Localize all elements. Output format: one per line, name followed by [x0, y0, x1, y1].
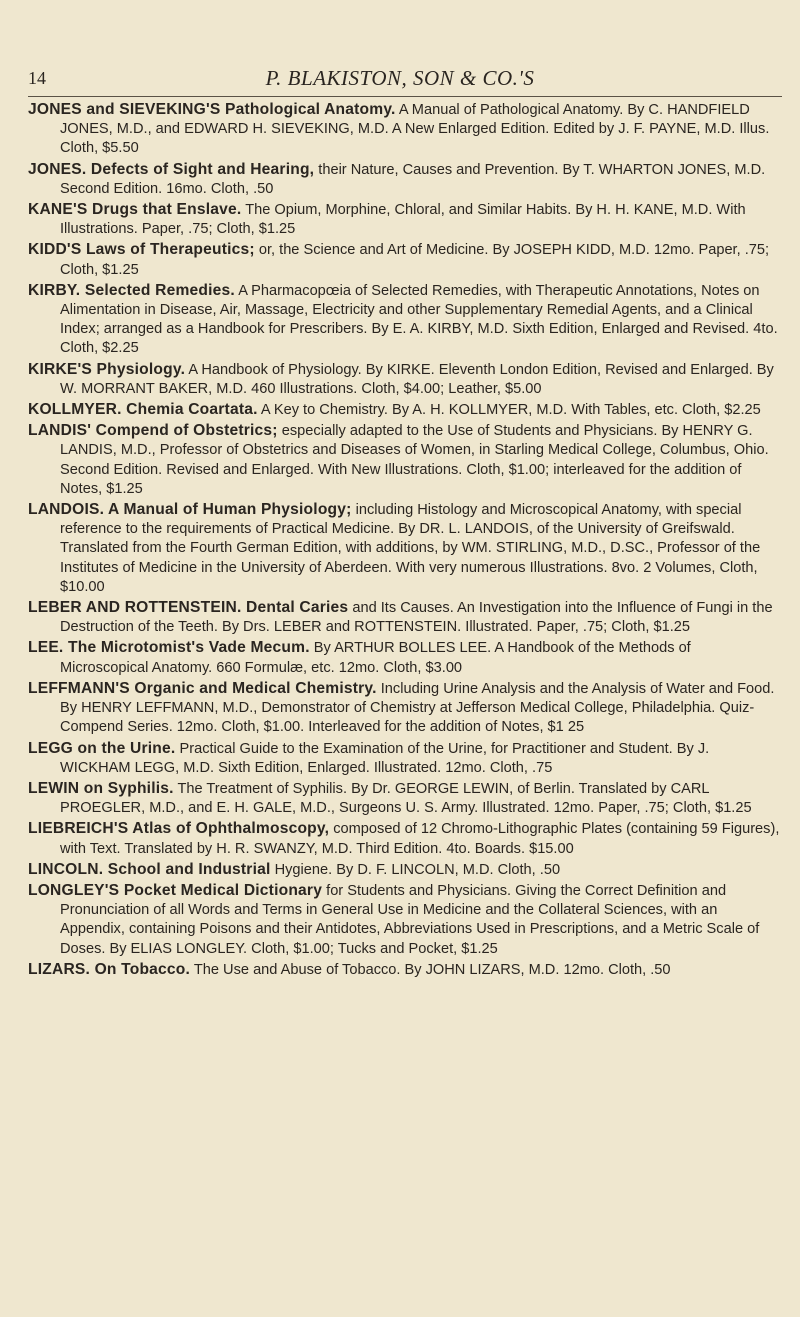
catalog-entry — [28, 881, 782, 959]
entry-description: The Opium, Morphine, Chloral, and Similar Habits. By H. H. KANE, M.D. With Illustrations. Paper, .75; Cloth, $1.25 — [60, 202, 746, 238]
catalog-entry — [28, 360, 782, 399]
entry-heading: KANE'S Drugs that Enslave. — [28, 201, 242, 219]
entry-description: and Its Causes. An Investigation into the Influence of Fungi in the Destruction of the Teeth. By Drs. LEBER and ROTTENSTEIN. Illustrated. Paper, .75; Cloth, $1.25 — [60, 600, 773, 636]
entry-description: A Key to Chemistry. By A. H. KOLLMYER, M.D. With Tables, etc. Cloth, $2.25 — [260, 402, 761, 419]
entry-description: especially adapted to the Use of Students and Physicians. By HENRY G. LANDIS, M.D., Professor of Obstetrics and Diseases of Women, in Starling Medical College, Columbus, Ohio. Second Edition. Revised and Enlarged. With New Illustrations. Cloth, $1.00; interleaved for the addition of Notes, $1.25 — [60, 423, 769, 497]
entry-description: for Students and Physicians. Giving the Correct Definition and Pronunciation of all Words and Terms in General Use in Medicine and the Collateral Sciences, with an Appendix, containing Poisons and their Antidotes, Abbreviations Used in Prescriptions, and a Metric Scale of Doses. By ELIAS LONGLEY. Cloth, $1.00; Tucks and Pocket, $1.25 — [60, 882, 760, 957]
catalog-entry — [28, 679, 782, 738]
catalog-entry — [28, 281, 782, 359]
entry-description: composed of 12 Chromo-Lithographic Plates (containing 59 Figures), with Text. Translated by H. R. SWANZY, M.D. Third Edition. 4to. Boards. $15.00 — [60, 821, 780, 857]
entry-heading: LEE. The Microtomist's Vade Mecum. — [28, 639, 310, 657]
entry-description: The Treatment of Syphilis. By Dr. GEORGE LEWIN, of Berlin. Translated by CARL PROEGLER, M.D., and E. H. GALE, M.D., Surgeons U. S. Army. Illustrated. 12mo. Paper, .75; Cloth, $1.25 — [60, 780, 752, 817]
catalog-entry — [28, 160, 782, 199]
catalog-entry — [28, 638, 782, 677]
catalog-entry — [28, 739, 782, 778]
entry-description: their Nature, Causes and Prevention. By T. WHARTON JONES, M.D. Second Edition. 16mo. Cloth, .50 — [60, 161, 766, 197]
entry-heading: LANDOIS. A Manual of Human Physiology; — [28, 501, 352, 519]
header-rule — [28, 96, 782, 97]
entry-description: or, the Science and Art of Medicine. By JOSEPH KIDD, M.D. 12mo. Paper, .75; Cloth, $1.25 — [60, 242, 770, 278]
entry-description: Hygiene. By D. F. LINCOLN, M.D. Cloth, .50 — [274, 861, 561, 878]
entry-description: A Handbook of Physiology. By KIRKE. Eleventh London Edition, Revised and Enlarged. By W. MORRANT BAKER, M.D. 460 Illustrations. Cloth, $4.00; Leather, $5.00 — [60, 361, 774, 397]
entry-heading: JONES and SIEVEKING'S Pathological Anatomy. — [28, 101, 396, 118]
entry-heading: KIRBY. Selected Remedies. — [28, 281, 235, 299]
catalog-entry — [28, 819, 782, 858]
entry-heading: LIEBREICH'S Atlas of Ophthalmoscopy, — [28, 820, 330, 838]
entry-description: A Pharmacopœia of Selected Remedies, with Therapeutic Annotations, Notes on Alimentation in Disease, Air, Massage, Electricity and other Supplementary Remedial Agents, and a Clinical Index; arranged as a Handbook for Prescribers. By E. A. KIRBY, M.D. Sixth Edition, Enlarged and Revised. 4to. Cloth, $2.25 — [60, 282, 778, 357]
catalog-entry — [28, 100, 782, 159]
entry-heading: LANDIS' Compend of Obstetrics; — [28, 422, 278, 440]
catalog-entry — [28, 598, 782, 637]
entry-heading: JONES. Defects of Sight and Hearing, — [28, 160, 315, 178]
entry-heading: LEBER AND ROTTENSTEIN. Dental Caries — [28, 599, 349, 617]
catalog-entry — [28, 500, 782, 597]
entry-description: The Use and Abuse of Tobacco. By JOHN LIZARS, M.D. 12mo. Cloth, .50 — [193, 961, 671, 978]
entry-heading: KIDD'S Laws of Therapeutics; — [28, 241, 255, 259]
catalog-entry — [28, 421, 782, 499]
page-number: 14 — [28, 68, 46, 88]
entry-heading: LIZARS. On Tobacco. — [28, 960, 191, 978]
catalog-entry — [28, 200, 782, 239]
catalog-entry — [28, 860, 782, 880]
page-header — [0, 62, 800, 94]
entry-heading: LEFFMANN'S Organic and Medical Chemistry. — [28, 679, 377, 697]
entry-heading: KOLLMYER. Chemia Coartata. — [28, 401, 258, 419]
catalog-entries — [28, 100, 782, 981]
entry-description: including Histology and Microscopical Anatomy, with special reference to the requirements of Practical Medicine. By DR. L. LANDOIS, of the University of Greifswald. Translated from the Fourth German Edition, with additions, by WM. STIRLING, M.D., D.SC., Professor of the Institutes of Medicine in the University of Aberdeen. With very numerous Illustrations. 8vo. 2 Volumes, Cloth, $10.00 — [60, 502, 761, 595]
entry-heading: KIRKE'S Physiology. — [28, 360, 186, 378]
entry-heading: LEWIN on Syphilis. — [28, 779, 174, 797]
catalog-entry — [28, 400, 782, 420]
running-title: P. BLAKISTON, SON & CO.'S — [265, 66, 535, 90]
catalog-entry — [28, 240, 782, 279]
entry-description: A Manual of Pathological Anatomy. By C. HANDFIELD JONES, M.D., and EDWARD H. SIEVEKING, M.D. A New Enlarged Edition. Edited by J. F. PAYNE, M.D. Illus. Cloth, $5.50 — [60, 102, 770, 157]
entry-description: By ARTHUR BOLLES LEE. A Handbook of the Methods of Microscopical Anatomy. 660 Formulæ, etc. 12mo. Cloth, $3.00 — [60, 640, 691, 676]
catalog-entry — [28, 960, 782, 980]
entry-heading: LINCOLN. School and Industrial — [28, 860, 271, 878]
catalog-entry — [28, 779, 782, 818]
entry-description: Practical Guide to the Examination of the Urine, for Practitioner and Student. By J. WICKHAM LEGG, M.D. Sixth Edition, Enlarged. Illustrated. 12mo. Cloth, .75 — [60, 740, 710, 776]
entry-description: Including Urine Analysis and the Analysis of Water and Food. By HENRY LEFFMANN, M.D., Demonstrator of Chemistry at Jefferson Medical College, Philadelphia. Quiz-Compend Series. 12mo. Cloth, $1.00. Interleaved for the addition of Notes, $1 25 — [60, 680, 775, 736]
entry-heading: LEGG on the Urine. — [28, 739, 176, 757]
entry-heading: LONGLEY'S Pocket Medical Dictionary — [28, 881, 323, 899]
